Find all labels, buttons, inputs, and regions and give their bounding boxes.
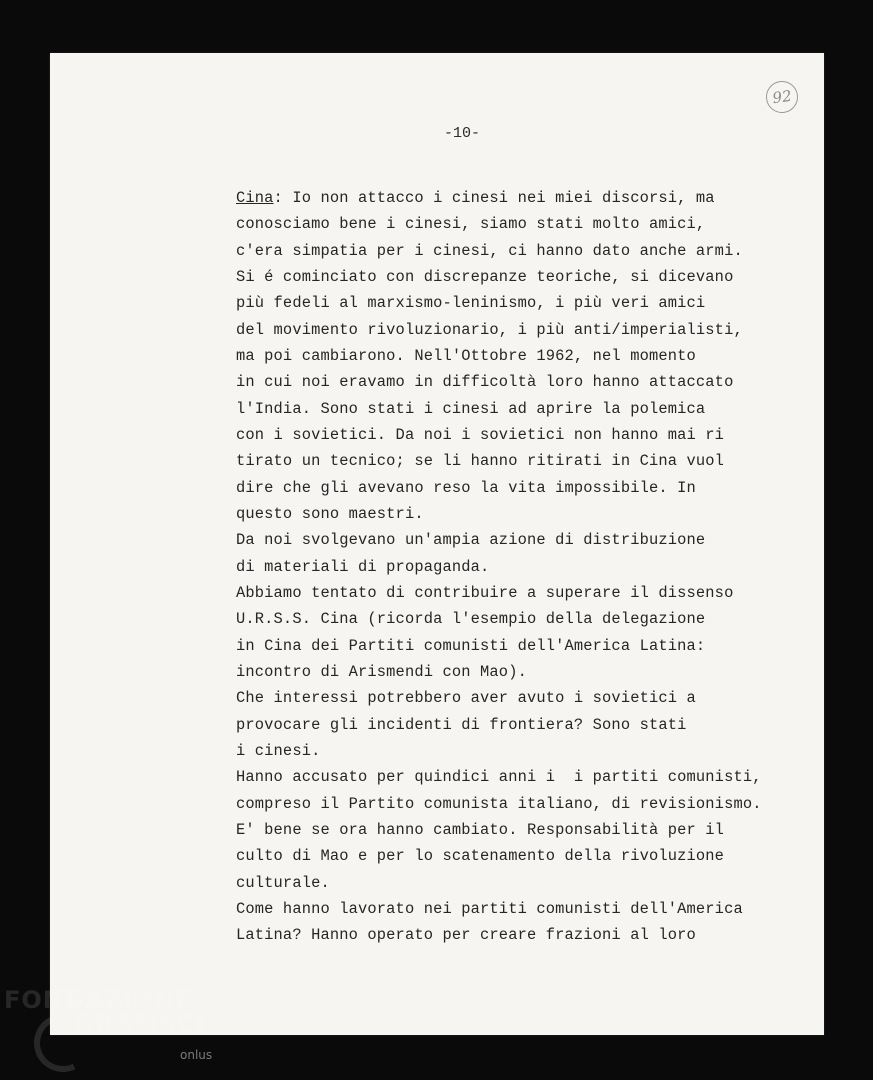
line-text: in Cina dei Partiti comunisti dell'America Latina: bbox=[236, 636, 706, 655]
line-text: più fedeli al marxismo-leninismo, i più veri amici bbox=[236, 294, 706, 313]
text-line bbox=[236, 369, 796, 395]
text-line bbox=[236, 580, 796, 606]
archive-number-stamp: 92 bbox=[764, 79, 800, 115]
line-text: tirato un tecnico; se li hanno ritirati in Cina vuol bbox=[236, 452, 725, 471]
line-text: in cui noi eravamo in difficoltà loro hanno attaccato bbox=[236, 373, 734, 392]
line-text: Latina? Hanno operato per creare frazioni al loro bbox=[236, 926, 696, 945]
line-text: i cinesi. bbox=[236, 741, 321, 760]
typed-text-body bbox=[236, 185, 796, 949]
line-text: : Io non attacco i cinesi nei miei discorsi, ma bbox=[273, 189, 715, 207]
line-text: l'India. Sono stati i cinesi ad aprire la polemica bbox=[236, 399, 706, 418]
underlined-heading-word: Cina bbox=[236, 189, 274, 207]
watermark-line1: FONDAZIONE bbox=[4, 986, 193, 1014]
text-line bbox=[236, 764, 796, 790]
text-line bbox=[236, 211, 796, 237]
line-text: Da noi svolgevano un'ampia azione di distribuzione bbox=[236, 531, 706, 550]
watermark-line2: GRAMSCI bbox=[74, 1010, 206, 1038]
line-text: conosciamo bene i cinesi, siamo stati molto amici, bbox=[236, 215, 706, 234]
line-text: c'era simpatia per i cinesi, ci hanno dato anche armi. bbox=[236, 241, 743, 260]
text-line bbox=[236, 317, 796, 343]
document-page bbox=[50, 53, 824, 1035]
text-line bbox=[236, 896, 796, 922]
text-line bbox=[236, 527, 796, 553]
line-text: provocare gli incidenti di frontiera? Sono stati bbox=[236, 715, 687, 734]
text-line bbox=[236, 396, 796, 422]
text-line bbox=[236, 712, 796, 738]
line-text: compreso il Partito comunista italiano, di revisionismo. bbox=[236, 794, 762, 813]
line-text: di materiali di propaganda. bbox=[236, 557, 490, 576]
text-line bbox=[236, 264, 796, 290]
text-line bbox=[236, 791, 796, 817]
line-text: culturale. bbox=[236, 873, 330, 892]
line-text: Che interessi potrebbero aver avuto i sovietici a bbox=[236, 689, 696, 708]
text-line bbox=[236, 554, 796, 580]
text-line bbox=[236, 738, 796, 764]
line-text: dire che gli avevano reso la vita impossibile. In bbox=[236, 478, 696, 497]
text-line bbox=[236, 501, 796, 527]
text-line bbox=[236, 659, 796, 685]
text-line bbox=[236, 843, 796, 869]
text-line bbox=[236, 817, 796, 843]
text-line bbox=[236, 422, 796, 448]
line-text: U.R.S.S. Cina (ricorda l'esempio della delegazione bbox=[236, 610, 706, 629]
watermark bbox=[4, 986, 213, 1062]
line-text: questo sono maestri. bbox=[236, 504, 424, 523]
text-line bbox=[236, 343, 796, 369]
line-text: Hanno accusato per quindici anni i i partiti comunisti, bbox=[236, 768, 762, 787]
text-line bbox=[236, 475, 796, 501]
line-text: E' bene se ora hanno cambiato. Responsabilità per il bbox=[236, 820, 725, 839]
line-text: ma poi cambiarono. Nell'Ottobre 1962, nel momento bbox=[236, 346, 696, 365]
line-text: Abbiamo tentato di contribuire a superare il dissenso bbox=[236, 583, 734, 602]
text-line bbox=[236, 290, 796, 316]
text-line bbox=[236, 870, 796, 896]
text-line bbox=[236, 448, 796, 474]
line-text: incontro di Arismendi con Mao). bbox=[236, 662, 527, 681]
line-text: Si é cominciato con discrepanze teoriche, si dicevano bbox=[236, 267, 734, 286]
text-line bbox=[236, 238, 796, 264]
text-line bbox=[236, 606, 796, 632]
watermark-suffix: onlus bbox=[180, 1048, 213, 1062]
text-line bbox=[236, 633, 796, 659]
page-number: -10- bbox=[443, 125, 480, 142]
line-text: Come hanno lavorato nei partiti comunisti dell'America bbox=[236, 899, 743, 918]
line-text: con i sovietici. Da noi i sovietici non hanno mai ri bbox=[236, 425, 725, 444]
text-line bbox=[236, 185, 796, 211]
text-line bbox=[236, 922, 796, 948]
line-text: culto di Mao e per lo scatenamento della rivoluzione bbox=[236, 847, 725, 866]
line-text: del movimento rivoluzionario, i più anti/imperialisti, bbox=[236, 320, 743, 339]
text-line bbox=[236, 685, 796, 711]
